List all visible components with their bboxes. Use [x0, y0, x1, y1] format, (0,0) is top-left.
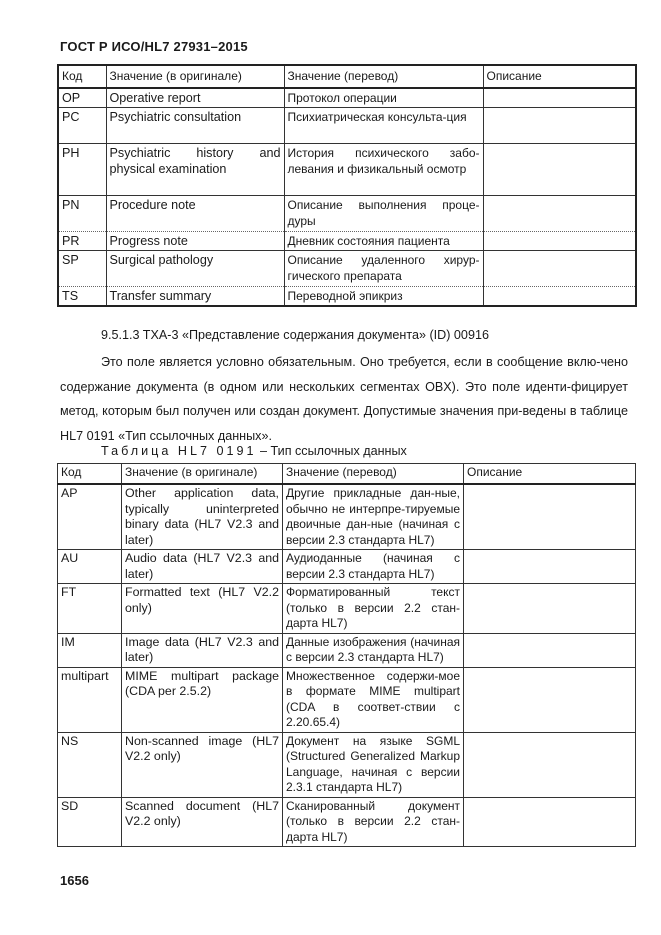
column-header: Описание [483, 65, 636, 88]
table-row [58, 108, 636, 144]
table-row [58, 287, 636, 307]
table-row [58, 88, 636, 108]
code-cell: NS [58, 732, 122, 797]
table-header-row [58, 65, 636, 88]
code-cell: SD [58, 797, 122, 847]
description-cell [464, 732, 636, 797]
column-header: Значение (перевод) [283, 464, 464, 485]
original-value-cell: MIME multipart package (CDA per 2.5.2) [122, 667, 283, 732]
document-header: ГОСТ Р ИСО/HL7 27931–2015 [60, 39, 248, 54]
original-value-cell: Operative report [106, 88, 284, 108]
translation-cell: Сканированный документ (только в версии 2.2 стан-дарта HL7) [283, 797, 464, 847]
caption-dash: – [256, 444, 271, 458]
table-row [58, 633, 636, 667]
table-row [58, 550, 636, 584]
code-cell: PC [58, 108, 106, 144]
code-cell: PR [58, 232, 106, 251]
table-row [58, 196, 636, 232]
description-cell [464, 584, 636, 634]
translation-cell: Описание выполнения проце-дуры [284, 196, 483, 232]
paragraph-text: Это поле является условно обязательным. Оно требуется, если в сообщение вклю-чено содержание документа (в одном или нескольких сегментах OBX). Это поле иденти-фицирует метод, которым был получен или создан документ. Допустимые значения при-ведены в таблице HL7 0191 «Тип ссылочных данных». [60, 355, 628, 443]
code-cell: multipart [58, 667, 122, 732]
translation-cell: Форматированный текст (только в версии 2.2 стан-дарта HL7) [283, 584, 464, 634]
original-value-cell: Transfer summary [106, 287, 284, 307]
code-cell: IM [58, 633, 122, 667]
original-value-cell: Scanned document (HL7 V2.2 only) [122, 797, 283, 847]
body-paragraph [60, 350, 628, 448]
code-table-2 [57, 463, 636, 847]
column-header: Значение (перевод) [284, 65, 483, 88]
description-cell [464, 633, 636, 667]
description-cell [483, 88, 636, 108]
translation-cell: Документ на языке SGML (Structured Generalized Markup Language, начиная с версии 2.3.1 стандарта HL7) [283, 732, 464, 797]
description-cell [483, 232, 636, 251]
column-header: Значение (в оригинале) [106, 65, 284, 88]
table-header-row [58, 464, 636, 485]
section-heading: 9.5.1.3 TXA-3 «Представление содержания документа» (ID) 00916 [101, 328, 489, 342]
code-table-1 [57, 64, 637, 307]
translation-cell: Множественное содержи-мое в формате MIME multipart (CDA в соответ-ствии с 2.20.65.4) [283, 667, 464, 732]
description-cell [464, 550, 636, 584]
column-header: Значение (в оригинале) [122, 464, 283, 485]
page-number: 1656 [60, 873, 89, 888]
table-row [58, 232, 636, 251]
original-value-cell: Non-scanned image (HL7 V2.2 only) [122, 732, 283, 797]
original-value-cell: Procedure note [106, 196, 284, 232]
column-header: Описание [464, 464, 636, 485]
translation-cell: Протокол операции [284, 88, 483, 108]
table-row [58, 667, 636, 732]
caption-prefix: Таблица HL7 0191 [101, 444, 257, 458]
original-value-cell: Audio data (HL7 V2.3 and later) [122, 550, 283, 584]
column-header: Код [58, 464, 122, 485]
description-cell [483, 287, 636, 307]
translation-cell: Описание удаленного хирур-гического препарата [284, 251, 483, 287]
description-cell [483, 251, 636, 287]
original-value-cell: Formatted text (HL7 V2.2 only) [122, 584, 283, 634]
translation-cell: Переводной эпикриз [284, 287, 483, 307]
table-row [58, 251, 636, 287]
table-caption [101, 444, 407, 458]
translation-cell: Дневник состояния пациента [284, 232, 483, 251]
description-cell [483, 144, 636, 196]
translation-cell: Психиатрическая консульта-ция [284, 108, 483, 144]
code-cell: AU [58, 550, 122, 584]
description-cell [483, 108, 636, 144]
original-value-cell: Image data (HL7 V2.3 and later) [122, 633, 283, 667]
table-row [58, 584, 636, 634]
table-row [58, 732, 636, 797]
code-cell: PH [58, 144, 106, 196]
code-cell: SP [58, 251, 106, 287]
original-value-cell: Psychiatric consultation [106, 108, 284, 144]
code-cell: TS [58, 287, 106, 307]
translation-cell: Данные изображения (начиная с версии 2.3 стандарта HL7) [283, 633, 464, 667]
description-cell [464, 667, 636, 732]
description-cell [483, 196, 636, 232]
table-row [58, 144, 636, 196]
translation-cell: Аудиоданные (начиная с версии 2.3 стандарта HL7) [283, 550, 464, 584]
original-value-cell: Surgical pathology [106, 251, 284, 287]
description-cell [464, 484, 636, 550]
code-cell: FT [58, 584, 122, 634]
original-value-cell: Psychiatric history and physical examination [106, 144, 284, 196]
table-row [58, 797, 636, 847]
translation-cell: Другие прикладные дан-ные, обычно не интерпре-тируемые двоичные дан-ные (начиная с версии 2.3 стандарта HL7) [283, 484, 464, 550]
original-value-cell: Other application data, typically uninterpreted binary data (HL7 V2.3 and later) [122, 484, 283, 550]
code-cell: AP [58, 484, 122, 550]
original-value-cell: Progress note [106, 232, 284, 251]
caption-title: Тип ссылочных данных [270, 444, 407, 458]
code-cell: OP [58, 88, 106, 108]
translation-cell: История психического забо-левания и физикальный осмотр [284, 144, 483, 196]
column-header: Код [58, 65, 106, 88]
description-cell [464, 797, 636, 847]
code-cell: PN [58, 196, 106, 232]
table-row [58, 484, 636, 550]
